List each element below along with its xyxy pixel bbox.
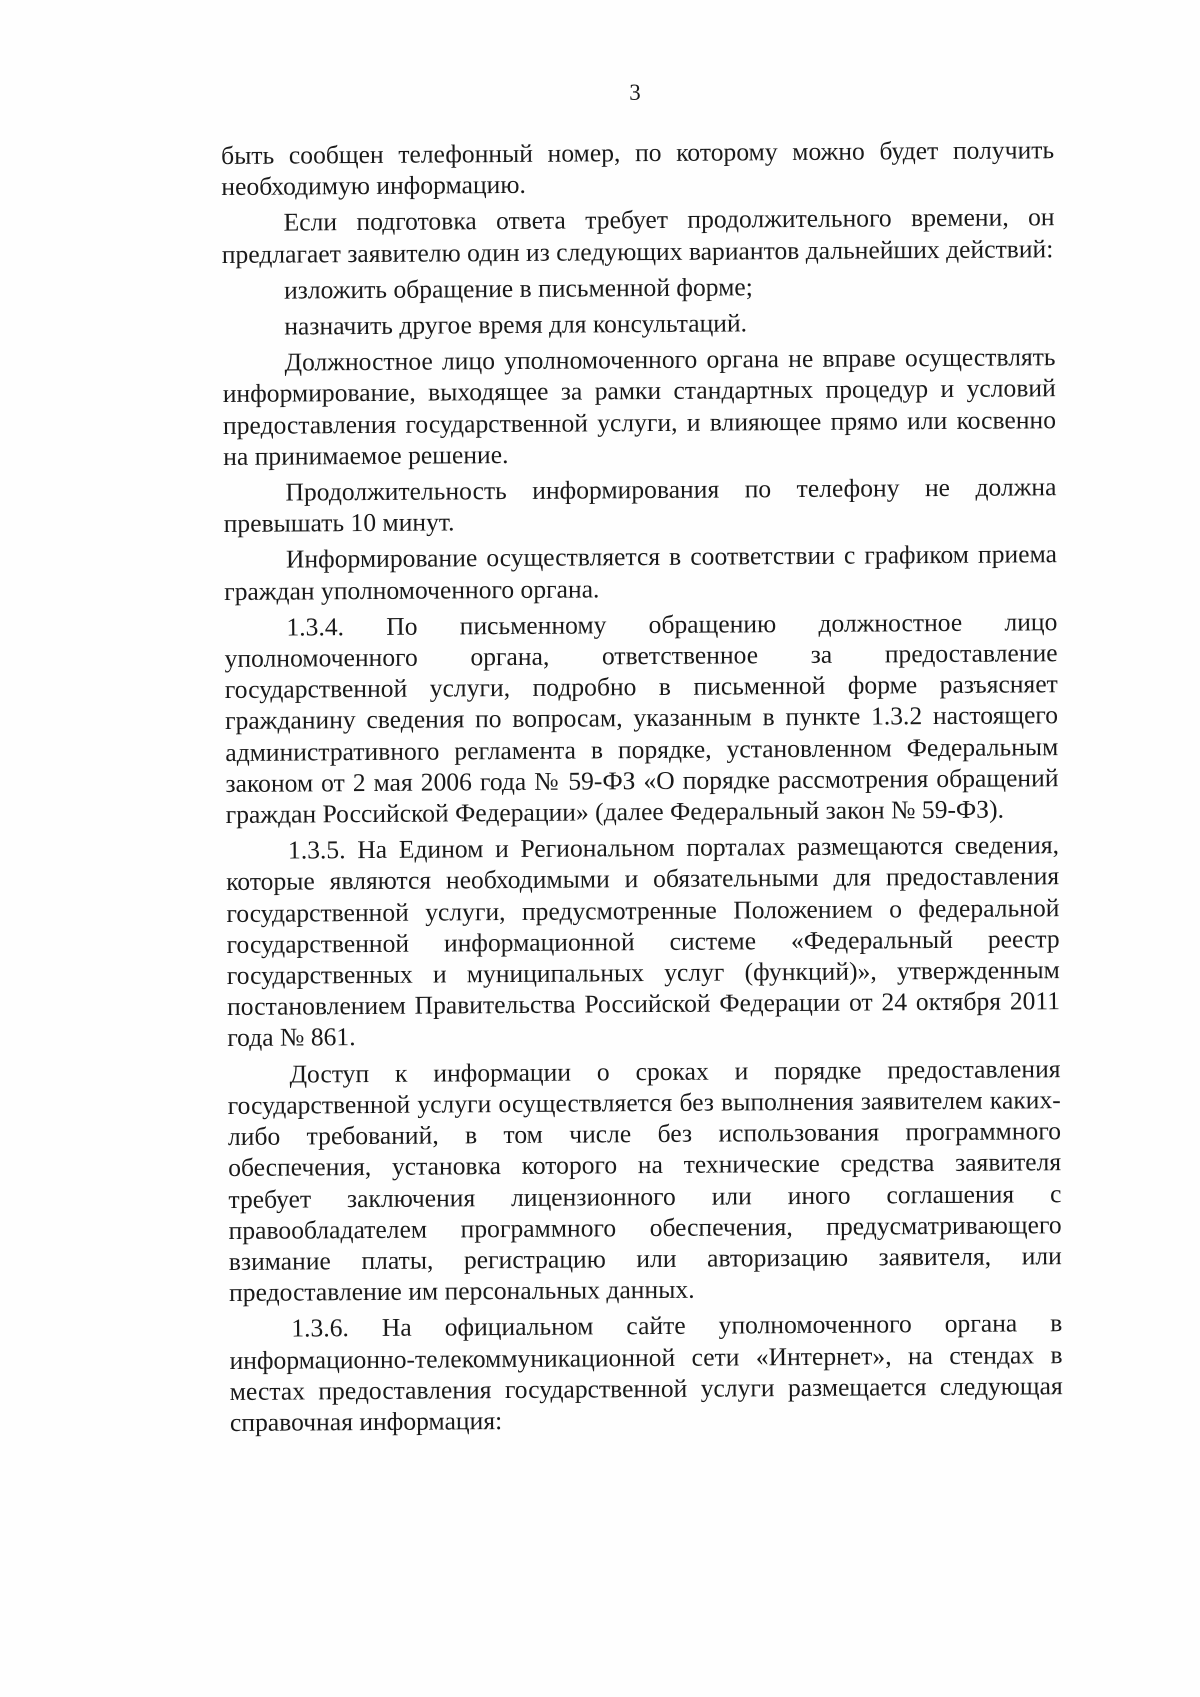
paragraph-continuation: быть сообщен телефонный номер, по которому можно будет получить необходимую информацию. xyxy=(221,135,1055,202)
paragraph-access-information: Доступ к информации о сроках и порядке предоставления государственной услуги осуществляется без выполнения заявителем каких-либо требований, в том числе без использования программного обеспечения, установка которого на технические средства заявителя требует заключения лицензионного или иного соглашения с правообладателем программного обеспечения, предусматривающего взимание платы, регистрацию или авторизацию заявителя, или предоставление им персональных данных. xyxy=(227,1053,1062,1308)
paragraph-official-restriction: Должностное лицо уполномоченного органа не вправе осуществлять информирование, выходящее за рамки стандартных процедур и условий предоставления государственной услуги, и влияющее прямо или косвенно на принимаемое решение. xyxy=(222,342,1057,471)
paragraph-section-1-3-5: 1.3.5. На Едином и Региональном порталах размещаются сведения, которые являются необходимыми и обязательными для предоставления государственной услуги, предусмотренные Положением о федеральной государственной информационной системе «Федеральный реестр государственных и муниципальных услуг (функций)», утвержденным постановлением Правительства Российской Федерации от 24 октября 2011 года № 861. xyxy=(226,830,1061,1053)
paragraph-option-reschedule: назначить другое время для консультаций. xyxy=(284,308,748,341)
paragraph-reception-schedule: Информирование осуществляется в соответствии с графиком приема граждан уполномоченного органа. xyxy=(224,539,1058,606)
paragraph-long-answer: Если подготовка ответа требует продолжительного времени, он предлагает заявителю один из следующих вариантов дальнейших действий: xyxy=(221,202,1055,269)
paragraph-section-1-3-6: 1.3.6. На официальном сайте уполномоченного органа в информационно-телекоммуникационной сети «Интернет», на стендах в местах предоставления государственной услуги размещается следующая справочная информация: xyxy=(229,1308,1063,1437)
paragraph-call-duration: Продолжительность информирования по телефону не должна превышать 10 минут. xyxy=(223,472,1057,539)
paragraph-option-written: изложить обращение в письменной форме; xyxy=(283,272,753,305)
paragraph-section-1-3-4: 1.3.4. По письменному обращению должностное лицо уполномоченного органа, ответственное за предоставление государственной услуги, подробно в письменной форме разъясняет гражданину сведения по вопросам, указанным в пункте 1.3.2 настоящего административного регламента в порядке, установленном Федеральным законом от 2 мая 2006 года № 59-ФЗ «О порядке рассмотрения обращений граждан Российской Федерации» (далее Федеральный закон № 59-ФЗ). xyxy=(224,607,1059,830)
document-body xyxy=(221,134,1063,1443)
page-number: 3 xyxy=(629,80,641,105)
